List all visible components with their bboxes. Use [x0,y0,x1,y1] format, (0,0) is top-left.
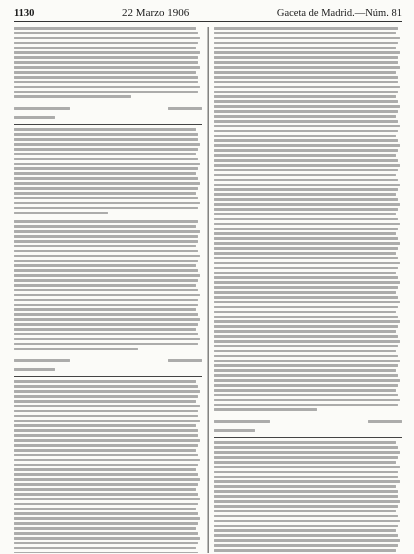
text-line [214,149,398,152]
text-line [214,350,396,353]
text-line [214,544,398,547]
text-line [214,549,396,552]
text-line [214,237,398,240]
text-line [214,480,400,483]
issue-date: 22 Marzo 1906 [122,7,190,19]
signature-text [214,429,255,432]
text-line [214,247,398,250]
text-line [14,260,198,263]
gazette-title: Gaceta de Madrid.—Núm. 81 [276,8,402,19]
text-line [214,32,396,35]
text-line [14,51,200,54]
text-line [214,485,396,488]
text-line [14,459,200,462]
text-line [214,291,396,294]
text-line [214,242,400,245]
text-line [14,405,200,408]
text-line [14,172,196,175]
text-line [14,308,196,311]
text-line [14,182,200,185]
signature-text [14,116,55,119]
text-line [214,404,398,407]
text-line [14,498,200,501]
signature-text [214,420,270,423]
text-line [14,522,198,525]
text-line [14,230,200,233]
text-line [14,95,131,98]
text-line [214,408,317,411]
text-line [214,213,396,216]
text-line [14,163,200,166]
text-line [14,128,196,131]
text-line [14,153,196,156]
text-line [14,410,198,413]
text-line [214,286,398,289]
text-line [214,105,400,108]
text-line [214,154,396,157]
section-rule [214,437,402,438]
text-line [214,384,398,387]
text-line [14,400,196,403]
column-right [214,27,402,553]
text-line [14,464,198,467]
text-line [14,517,200,520]
text-line [214,320,400,323]
text-line [14,552,198,553]
text-line [214,91,398,94]
text-line [214,515,398,518]
text-line [214,394,398,397]
page-header [14,6,402,22]
text-line [214,208,398,211]
text-line [14,483,198,486]
text-line [214,198,398,201]
text-line [214,441,396,444]
text-line [214,389,396,392]
text-line [14,148,198,151]
text-line [214,115,396,118]
paragraph [14,128,202,214]
text-line [214,218,398,221]
signature-row [214,427,402,433]
text-line [14,192,196,195]
text-line [14,138,198,141]
text-line [214,276,398,279]
text-line [214,71,396,74]
text-line [14,385,198,388]
text-line [14,32,198,35]
text-line [14,235,198,238]
text-line [14,187,198,190]
signature-row [214,418,402,424]
text-line [14,343,198,346]
text-line [14,488,196,491]
signature-text [168,107,202,110]
text-line [14,71,196,74]
text-line [214,379,400,382]
text-line [14,547,196,550]
text-line [14,512,198,515]
text-line [214,51,400,54]
text-line [14,167,198,170]
text-line [14,91,198,94]
text-line [214,110,398,113]
text-line [214,232,396,235]
text-line [14,503,198,506]
text-line [214,374,398,377]
text-line [14,202,200,205]
text-line [214,466,400,469]
text-line [214,301,400,304]
text-line [214,174,396,177]
signature-row [14,366,202,372]
text-line [214,316,398,319]
column-left [14,27,202,553]
text-line [214,529,396,532]
text-line [14,294,200,297]
text-line [214,311,396,314]
text-line [214,139,398,142]
text-line [214,360,400,363]
text-line [14,220,198,223]
text-line [214,203,400,206]
text-line [14,380,196,383]
text-line [214,95,396,98]
text-line [14,274,200,277]
text-line [14,508,196,511]
text-line [14,212,108,215]
text-line [214,525,398,528]
text-line [214,500,400,503]
signature-text [14,107,70,110]
text-line [14,390,200,393]
text-line [14,318,200,321]
text-line [214,120,398,123]
text-line [214,355,398,358]
paragraph [14,27,202,98]
paragraph [14,220,202,350]
text-line [14,245,196,248]
text-line [214,81,398,84]
text-line [14,197,198,200]
text-line [214,495,398,498]
text-line [14,289,198,292]
text-line [14,133,198,136]
text-line [14,537,200,540]
text-line [14,86,200,89]
text-line [214,461,396,464]
text-line [214,66,400,69]
text-line [14,27,196,30]
text-line [14,207,198,210]
section-rule [14,376,202,377]
page-number: 1130 [14,8,35,19]
text-line [14,225,196,228]
text-line [214,451,400,454]
text-line [214,159,398,162]
text-line [14,328,196,331]
text-columns [14,27,402,553]
text-line [214,56,398,59]
text-line [14,313,198,316]
text-line [14,143,200,146]
text-line [14,395,198,398]
text-line [214,262,400,265]
text-line [214,476,398,479]
text-line [14,240,198,243]
text-line [14,76,198,79]
signature-row [14,357,202,363]
text-line [14,429,198,432]
text-line [14,47,196,50]
text-line [214,179,398,182]
signature-row [14,114,202,120]
text-line [14,454,198,457]
text-line [14,348,138,351]
text-line [14,473,198,476]
signature-text [368,420,402,423]
text-line [14,250,198,253]
text-line [14,37,200,40]
text-line [14,478,200,481]
text-line [14,81,198,84]
text-line [214,86,400,89]
text-line [214,164,400,167]
text-line [214,505,398,508]
text-line [14,61,198,64]
text-line [214,188,398,191]
text-line [214,369,396,372]
text-line [14,279,198,282]
text-line [214,534,398,537]
text-line [14,420,200,423]
text-line [214,252,396,255]
paragraph [14,380,202,553]
text-line [14,304,198,307]
text-line [214,125,400,128]
text-line [214,335,398,338]
text-line [214,539,400,542]
text-line [14,449,196,452]
text-line [214,446,398,449]
text-line [14,527,196,530]
text-line [14,444,198,447]
text-line [14,424,196,427]
text-line [14,415,198,418]
text-line [14,56,198,59]
text-line [14,269,198,272]
text-line [214,193,396,196]
paragraph [214,441,402,553]
text-line [214,76,398,79]
text-line [14,177,198,180]
text-line [214,456,398,459]
signature-text [14,368,55,371]
text-line [214,281,400,284]
text-line [214,364,398,367]
text-line [214,257,398,260]
text-line [14,66,200,69]
text-line [214,272,396,275]
section-rule [14,124,202,125]
text-line [214,27,398,30]
text-line [14,264,196,267]
text-line [14,532,198,535]
text-line [14,542,198,545]
text-line [214,184,400,187]
text-line [214,61,398,64]
text-line [214,296,398,299]
text-line [214,399,400,402]
text-line [214,510,396,513]
text-line [214,223,400,226]
text-line [14,434,198,437]
text-line [14,468,196,471]
text-line [214,42,398,45]
text-line [14,323,198,326]
text-line [214,325,398,328]
text-line [214,169,398,172]
text-line [214,135,396,138]
text-line [214,471,398,474]
text-line [14,493,198,496]
text-line [14,284,196,287]
text-line [214,490,398,493]
text-line [214,130,398,133]
text-line [14,255,200,258]
text-line [214,340,400,343]
text-line [214,37,400,40]
text-line [14,158,198,161]
text-line [14,439,200,442]
text-line [214,330,396,333]
text-line [214,306,398,309]
text-line [214,100,398,103]
text-line [14,333,198,336]
signature-text [168,359,202,362]
text-line [14,338,200,341]
text-line [214,267,398,270]
text-line [214,345,398,348]
text-line [214,47,396,50]
text-line [214,520,400,523]
paragraph [214,27,402,411]
signature-text [14,359,70,362]
text-line [214,228,398,231]
signature-row [14,105,202,111]
text-line [14,42,198,45]
text-line [214,144,400,147]
text-line [14,299,198,302]
